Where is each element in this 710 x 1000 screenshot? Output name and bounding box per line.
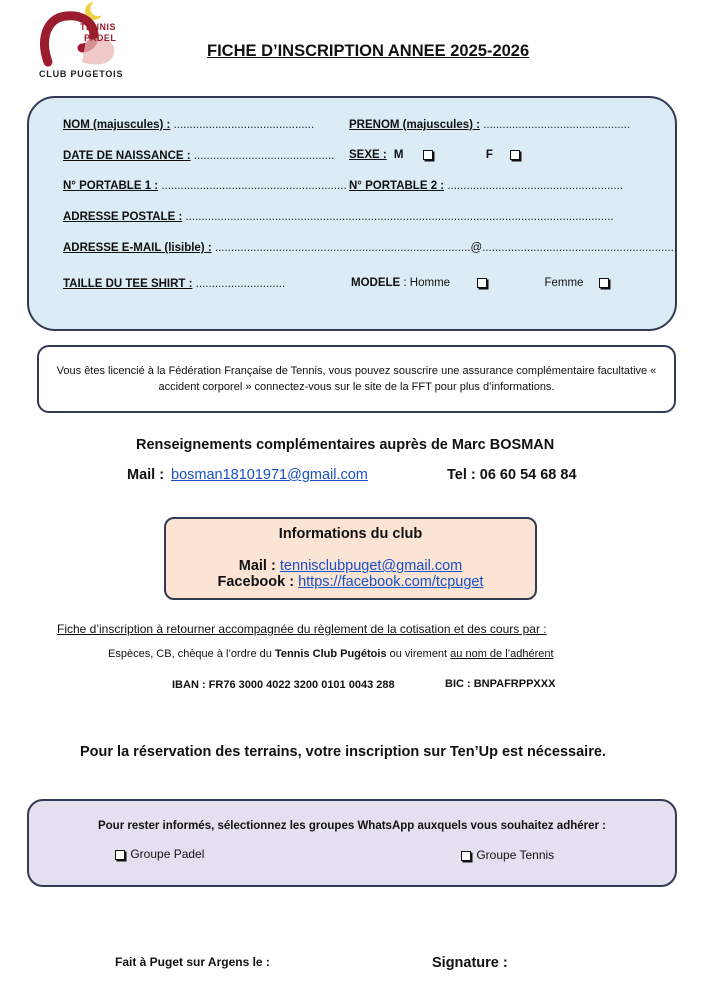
payment-holder-note: au nom de l’adhérent <box>450 648 554 660</box>
club-facebook-label: Facebook : <box>217 574 295 590</box>
dob-label: DATE DE NAISSANCE : <box>63 150 191 162</box>
club-mail-label: Mail : <box>238 558 276 574</box>
whatsapp-tennis-label: Groupe Tennis <box>476 848 555 862</box>
portable1-field[interactable]: .......................................................... <box>161 180 347 192</box>
email-field-user[interactable]: ................................................................................ <box>214 242 471 254</box>
nom-row <box>63 119 314 131</box>
payment-instructions: Fiche d’inscription à retourner accompagnée du règlement de la cotisation et des cours par : <box>57 622 547 636</box>
whatsapp-box <box>27 799 677 887</box>
portable2-row <box>349 180 623 192</box>
payment-methods <box>108 648 554 660</box>
adresse-label: ADRESSE POSTALE : <box>63 211 183 223</box>
insurance-text: Vous êtes licencié à la Fédération Française de Tennis, vous pouvez souscrire une assurance complémentaire facultative « accident corporel » connectez-vous sur le site de la FFT pour plus d’informations. <box>56 365 657 393</box>
portable2-field[interactable]: ....................................................... <box>447 180 624 192</box>
sexe-f-checkbox[interactable] <box>510 150 520 160</box>
whatsapp-padel-label: Groupe Padel <box>130 847 205 861</box>
signature-label: Signature : <box>432 955 508 971</box>
whatsapp-tennis-option <box>461 848 554 862</box>
signature-place: Fait à Puget sur Argens le : <box>115 955 270 969</box>
modele-homme-label: : Homme <box>403 277 451 289</box>
whatsapp-heading: Pour rester informés, sélectionnez les groupes WhatsApp auxquels vous souhaitez adhérer : <box>97 820 607 832</box>
logo-padel-text: PADEL <box>84 33 117 43</box>
dob-row <box>63 150 334 162</box>
tee-field[interactable]: ............................ <box>195 278 286 290</box>
adresse-field[interactable]: ...................................................................................................................................... <box>185 211 614 223</box>
modele-homme-checkbox[interactable] <box>477 278 487 288</box>
sexe-row <box>349 149 520 161</box>
portable1-row <box>63 180 347 192</box>
tee-row <box>63 278 285 290</box>
sexe-label: SEXE : <box>349 149 387 161</box>
contact-mail-label: Mail : <box>127 467 165 483</box>
prenom-row <box>349 119 630 131</box>
dob-field[interactable]: ............................................ <box>193 150 335 162</box>
portable1-label: N° PORTABLE 1 : <box>63 180 159 192</box>
club-facebook-link[interactable]: https://facebook.com/tcpuget <box>298 574 484 590</box>
bic: BIC : BNPAFRPPXXX <box>445 678 556 690</box>
logo-tennis-text: TENNIS <box>80 22 117 32</box>
portable2-label: N° PORTABLE 2 : <box>349 180 445 192</box>
insurance-box <box>37 345 676 413</box>
club-mail-link[interactable]: tennisclubpuget@gmail.com <box>279 558 463 574</box>
iban: IBAN : FR76 3000 4022 3200 0101 0043 288 <box>172 679 395 691</box>
page-title: FICHE D’INSCRIPTION ANNEE 2025-2026 <box>207 42 530 60</box>
payment-club-name: Tennis Club Pugétois <box>274 648 387 660</box>
nom-field[interactable]: ............................................ <box>173 119 315 131</box>
tee-label: TAILLE DU TEE SHIRT : <box>63 278 193 290</box>
modele-label: MODELE <box>351 277 401 289</box>
sexe-f-label: F <box>485 149 493 161</box>
club-info-box <box>164 517 537 600</box>
email-field-domain[interactable]: ............................................................. <box>482 242 678 254</box>
club-logo <box>36 0 126 82</box>
logo-club-text: CLUB PUGETOIS <box>39 69 124 79</box>
club-facebook-line <box>166 574 535 590</box>
modele-row <box>351 277 609 289</box>
sexe-m-label: M <box>393 149 404 161</box>
prenom-label: PRENOM (majuscules) : <box>349 119 480 131</box>
sexe-m-checkbox[interactable] <box>423 150 433 160</box>
payment-methods-a: Espèces, CB, chèque à l’ordre du <box>108 648 275 660</box>
email-at: @ <box>470 242 483 254</box>
email-row <box>63 242 677 254</box>
email-label: ADRESSE E-MAIL (lisible) : <box>63 242 212 254</box>
adresse-row <box>63 211 629 223</box>
modele-femme-label: Femme <box>544 277 584 289</box>
club-info-heading: Informations du club <box>278 526 423 542</box>
modele-femme-checkbox[interactable] <box>599 278 609 288</box>
whatsapp-tennis-checkbox[interactable] <box>461 851 471 861</box>
contact-mail-link[interactable]: bosman18101971@gmail.com <box>171 467 368 483</box>
whatsapp-padel-option <box>115 847 204 861</box>
club-mail-line <box>166 558 535 574</box>
contact-tel: Tel : 06 60 54 68 84 <box>447 467 577 483</box>
reservation-note: Pour la réservation des terrains, votre inscription sur Ten’Up est nécessaire. <box>80 744 606 760</box>
nom-label: NOM (majuscules) : <box>63 119 171 131</box>
contact-heading: Renseignements complémentaires auprès de Marc BOSMAN <box>136 437 555 453</box>
whatsapp-padel-checkbox[interactable] <box>115 850 125 860</box>
payment-methods-c: ou virement <box>386 648 451 660</box>
prenom-field[interactable]: .............................................. <box>483 119 631 131</box>
